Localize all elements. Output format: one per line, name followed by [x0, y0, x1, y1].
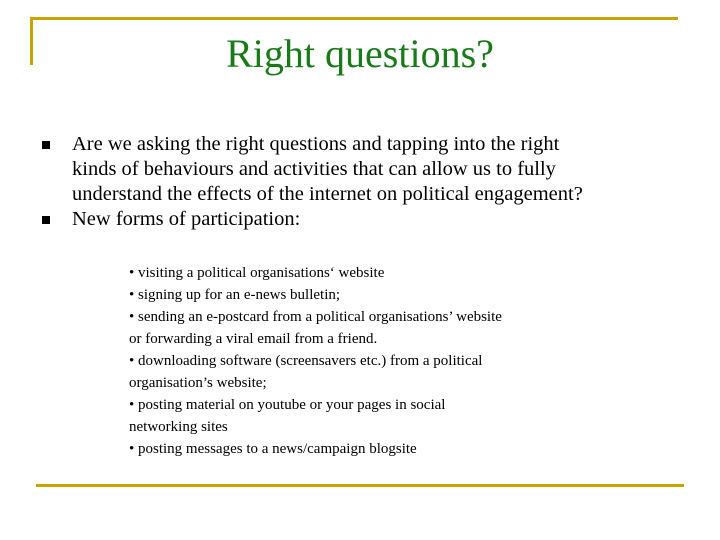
bullet-item — [42, 132, 692, 207]
bullet-list — [42, 132, 692, 232]
bullet-text-line: New forms of participation: — [72, 208, 301, 230]
sub-list-line: • posting material on youtube or your pages in social — [129, 397, 446, 413]
sub-list-line: • signing up for an e-news bulletin; — [129, 287, 341, 303]
participation-forms-list — [129, 262, 599, 460]
frame-top-rule — [30, 17, 678, 20]
bullet-text-line: understand the effects of the internet on political engagement? — [72, 183, 583, 205]
slide-title: Right questions? — [226, 31, 494, 76]
sub-list-line: organisation’s website; — [129, 375, 267, 391]
sub-list-line: • sending an e-postcard from a political organisations’ website — [129, 309, 502, 325]
square-bullet-icon — [42, 141, 50, 149]
sub-list-line: • downloading software (screensavers etc.) from a political — [129, 353, 483, 369]
bullet-text-line: Are we asking the right questions and tapping into the right — [72, 133, 560, 155]
square-bullet-icon — [42, 216, 50, 224]
sub-list-line: • visiting a political organisations‘ website — [129, 265, 385, 281]
bullet-item — [42, 207, 692, 232]
sub-list-line: networking sites — [129, 419, 228, 435]
bullet-text-line: kinds of behaviours and activities that can allow us to fully — [72, 158, 556, 180]
frame-bottom-rule — [36, 484, 684, 487]
sub-list-line: • posting messages to a news/campaign blogsite — [129, 441, 417, 457]
sub-list-line: or forwarding a viral email from a friend. — [129, 331, 378, 347]
